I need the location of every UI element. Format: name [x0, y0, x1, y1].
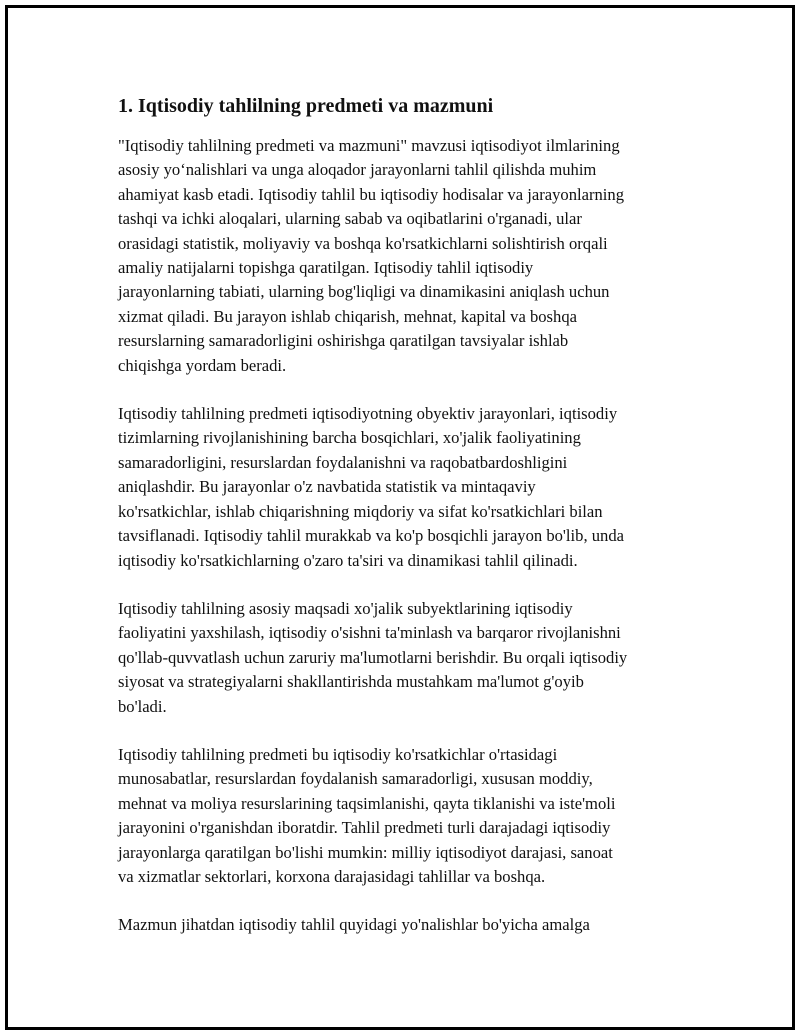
text-line: orasidagi statistik, moliyaviy va boshqa ko'rsatkichlarni solishtirish orqali	[118, 233, 608, 253]
text-line: va xizmatlar sektorlari, korxona darajasidagi tahlillar va boshqa.	[118, 866, 546, 886]
document-body	[118, 94, 688, 962]
text-line: Iqtisodiy tahlilning predmeti bu iqtisodiy ko'rsatkichlar o'rtasidagi	[118, 744, 558, 764]
text-line: ko'rsatkichlar, ishlab chiqarishning miqdoriy va sifat ko'rsatkichlari bilan	[118, 501, 603, 521]
text-line: tizimlarning rivojlanishining barcha bosqichlari, xo'jalik faoliyatining	[118, 428, 581, 448]
text-line: amaliy natijalarni topishga qaratilgan. Iqtisodiy tahlil iqtisodiy	[118, 258, 534, 278]
paragraph-3	[118, 597, 688, 719]
text-line: munosabatlar, resurslardan foydalanish samaradorligi, xususan moddiy,	[118, 769, 593, 789]
text-line: "Iqtisodiy tahlilning predmeti va mazmuni" mavzusi iqtisodiyot ilmlarining	[118, 136, 620, 155]
text-line: Mazmun jihatdan iqtisodiy tahlil quyidagi yo'nalishlar bo'yicha amalga	[118, 915, 590, 935]
text-line: tashqi va ichki aloqalari, ularning sabab va oqibatlarini o'rganadi, ular	[118, 209, 582, 229]
text-line: ahamiyat kasb etadi. Iqtisodiy tahlil bu iqtisodiy hodisalar va jarayonlarning	[118, 184, 624, 204]
text-line: iqtisodiy ko'rsatkichlarning o'zaro ta'siri va dinamikasi tahlil qilinadi.	[118, 550, 578, 570]
section-heading: 1. Iqtisodiy tahlilning predmeti va mazmuni	[118, 95, 494, 117]
text-line: aniqlashdir. Bu jarayonlar o'z navbatida statistik va mintaqaviy	[118, 477, 536, 497]
text-line: chiqishga yordam beradi.	[118, 355, 287, 375]
text-line: samaradorligini, resurslardan foydalanishni va raqobatbardoshligini	[118, 452, 568, 472]
text-line: asosiy yo‘nalishlari va unga aloqador jarayonlarni tahlil qilishda muhim	[118, 160, 597, 180]
text-line: jarayonlarga qaratilgan bo'lishi mumkin: milliy iqtisodiyot darajasi, sanoat	[118, 842, 613, 862]
text-line: xizmat qiladi. Bu jarayon ishlab chiqarish, mehnat, kapital va boshqa	[118, 306, 577, 326]
text-line: faoliyatini yaxshilash, iqtisodiy o'sishni ta'minlash va barqaror rivojlanishni	[118, 623, 621, 643]
text-line: jarayonlarning tabiati, ularning bog'liqligi va dinamikasini aniqlash uchun	[118, 282, 610, 302]
text-line: mehnat va moliya resurslarining taqsimlanishi, qayta tiklanishi va iste'moli	[118, 793, 616, 813]
text-line: Iqtisodiy tahlilning asosiy maqsadi xo'jalik subyektlarining iqtisodiy	[118, 598, 573, 618]
text-line: resurslarning samaradorligini oshirishga qaratilgan tavsiyalar ishlab	[118, 331, 569, 351]
text-line: jarayonini o'rganishdan iboratdir. Tahlil predmeti turli darajadagi iqtisodiy	[118, 818, 611, 838]
paragraph-1	[118, 134, 688, 378]
text-line: Iqtisodiy tahlilning predmeti iqtisodiyotning obyektiv jarayonlari, iqtisodiy	[118, 404, 618, 424]
text-line: qo'llab-quvvatlash uchun zaruriy ma'lumotlarni berishdir. Bu orqali iqtisodiy	[118, 647, 628, 667]
paragraph-5	[118, 913, 688, 937]
paragraph-4	[118, 743, 688, 889]
text-line: bo'ladi.	[118, 696, 167, 716]
text-line: tavsiflanadi. Iqtisodiy tahlil murakkab va ko'p bosqichli jarayon bo'lib, unda	[118, 526, 624, 546]
text-line: siyosat va strategiyalarni shakllantirishda mustahkam ma'lumot g'oyib	[118, 672, 584, 692]
paragraph-2	[118, 402, 688, 573]
